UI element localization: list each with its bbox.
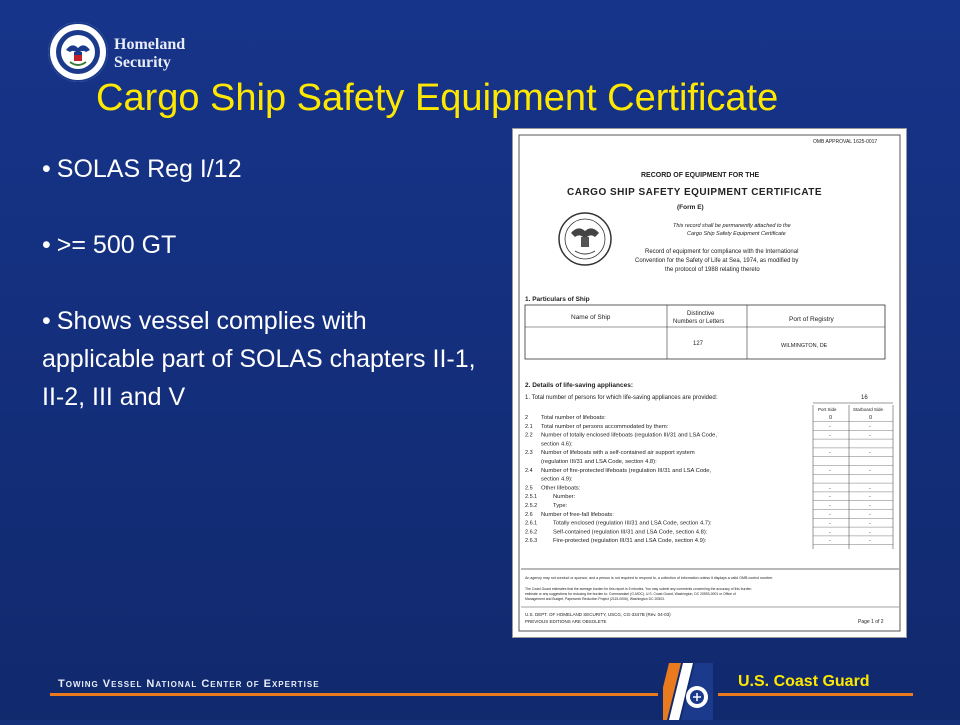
doc-row-text: Number:: [553, 494, 576, 501]
bullet-dot-icon: •: [42, 231, 51, 259]
doc-row-port-value: -: [829, 450, 831, 457]
doc-row1-val: 16: [861, 395, 868, 401]
doc-row-starboard-value: 0: [869, 415, 873, 421]
doc-form: (Form E): [677, 204, 704, 211]
doc-row-port-value: -: [829, 432, 831, 439]
doc-row-port-value: 0: [829, 415, 833, 421]
doc-row-starboard-value: -: [869, 485, 871, 492]
doc-col-numbers-2: Numbers or Letters: [673, 319, 725, 325]
bullet-item: [42, 150, 482, 188]
doc-row-text: Number of lifeboats with a self-contained air support system: [541, 450, 695, 457]
doc-burden-1: The Coast Guard estimates that the average burden for this report is 5 minutes. You may submit any comments concerning the accuracy of this burden: [525, 587, 752, 591]
doc-row-port-value: -: [829, 423, 831, 430]
doc-record-3: the protocol of 1988 relating thereto: [665, 267, 760, 273]
doc-starboard-side: Starboard Side: [853, 407, 884, 412]
doc-row-text: section 4.9):: [541, 476, 573, 483]
org-line1: Homeland: [114, 36, 186, 53]
bullet-item: [42, 226, 482, 264]
doc-row-text: Number of fire-protected lifeboats (regulation III/31 and LSA Code,: [541, 467, 712, 474]
footer-divider-right: [718, 693, 913, 696]
doc-section1: 1. Particulars of Ship: [525, 296, 590, 303]
bullet-text: >= 500 GT: [56, 231, 177, 259]
doc-record-1: Record of equipment for compliance with the International: [645, 249, 799, 255]
doc-previous: PREVIOUS EDITIONS ARE OBSOLETE: [525, 619, 607, 624]
org-line2: Security: [114, 54, 171, 71]
doc-row-number: 2.1: [525, 423, 533, 430]
doc-row-text: Number of totally enclosed lifeboats (regulation III/31 and LSA Code,: [541, 432, 717, 439]
doc-row-starboard-value: -: [869, 511, 871, 518]
uscg-racing-stripe-logo: [663, 663, 713, 720]
doc-row-text: section 4.6):: [541, 441, 573, 448]
doc-row-text: Type:: [553, 503, 568, 509]
doc-row-port-value: -: [829, 494, 831, 501]
doc-row-text: (regulation III/31 and LSA Code, section 4.8):: [541, 459, 657, 465]
doc-attached-2: Cargo Ship Safety Equipment Certificate: [687, 231, 786, 237]
doc-row-number: 2.4: [525, 467, 533, 474]
doc-row-number: 2.2: [525, 432, 533, 439]
org-name: [114, 36, 185, 72]
doc-port-side: Port Side: [818, 407, 837, 412]
doc-burden-3: Management and Budget, Paperwork Reduction Project (2115-0006), Washington DC 20503.: [525, 597, 665, 601]
doc-notice: An agency may not conduct or sponsor, and a person is not required to respond to, a collection of information unless it displays a valid OMB control number.: [525, 576, 774, 580]
doc-burden-2: estimate or any suggestions for reducing the burden to: Commandant (G-MOC), U.S. Coast Guard, Washington, DC 20593-0001 or Office of: [525, 592, 736, 596]
footer-uscg: U.S. Coast Guard: [738, 673, 870, 690]
doc-omb: OMB APPROVAL 1625-0017: [813, 139, 878, 145]
doc-row-port-value: -: [829, 503, 831, 509]
footer-divider-left: [50, 693, 658, 696]
doc-record-of: RECORD OF EQUIPMENT FOR THE: [641, 172, 760, 179]
doc-attached-1: This record shall be permanently attached to the: [673, 223, 791, 229]
doc-cert-title: CARGO SHIP SAFETY EQUIPMENT CERTIFICATE: [567, 187, 823, 198]
doc-col-name: Name of Ship: [571, 314, 611, 321]
doc-row-number: 2.6.3: [525, 538, 538, 545]
doc-row-starboard-value: -: [869, 423, 871, 430]
doc-row-port-value: -: [829, 538, 831, 545]
doc-row-text: Number of free-fall lifeboats:: [541, 511, 614, 518]
slide-title: Cargo Ship Safety Equipment Certificate: [96, 77, 779, 119]
doc-row-number: 2: [525, 415, 529, 421]
doc-row-port-value: -: [829, 511, 831, 518]
doc-row-starboard-value: -: [869, 520, 871, 527]
footer-org: Towing Vessel National Center of Expertise: [58, 678, 320, 690]
doc-row-port-value: -: [829, 529, 831, 536]
doc-val-port: WILMINGTON, DE: [781, 343, 828, 349]
bullet-dot-icon: •: [42, 155, 51, 183]
doc-row-starboard-value: -: [869, 432, 871, 439]
doc-page: Page 1 of 2: [858, 619, 884, 625]
bullet-dot-icon: •: [42, 307, 51, 335]
doc-row-text: Self-contained (regulation III/31 and LSA Code, section 4.8):: [553, 529, 708, 536]
doc-dept: U.S. DEPT. OF HOMELAND SECURITY, USCG, CG-3347B (Rev. 04-03): [525, 612, 671, 617]
doc-row-starboard-value: -: [869, 503, 871, 509]
bullet-item: [42, 302, 482, 416]
doc-row-number: 2.6.1: [525, 520, 538, 527]
doc-row-starboard-value: -: [869, 538, 871, 545]
doc-row-port-value: -: [829, 485, 831, 492]
doc-section2: 2. Details of life-saving appliances:: [525, 382, 634, 389]
certificate-document-image: [512, 128, 907, 638]
doc-row-starboard-value: -: [869, 450, 871, 457]
doc-val-number: 127: [693, 341, 704, 347]
doc-row-starboard-value: -: [869, 529, 871, 536]
doc-row-number: 2.3: [525, 450, 533, 457]
doc-row1: 1. Total number of persons for which life-saving appliances are provided:: [525, 395, 718, 401]
doc-row-number: 2.6.2: [525, 529, 538, 536]
doc-row-number: 2.5.2: [525, 503, 538, 509]
doc-seal-icon: [559, 213, 611, 265]
doc-row-starboard-value: -: [869, 494, 871, 501]
doc-row-text: Total number of persons accommodated by them:: [541, 423, 669, 430]
bullet-text: Shows vessel complies with applicable part of SOLAS chapters II-1, II-2, III and V: [42, 307, 476, 411]
doc-col-port: Port of Registry: [789, 316, 834, 323]
doc-row-number: 2.5: [525, 485, 533, 492]
doc-row-starboard-value: -: [869, 467, 871, 474]
doc-row-port-value: -: [829, 520, 831, 527]
doc-row-text: Total number of lifeboats:: [541, 415, 606, 421]
doc-row-number: 2.5.1: [525, 494, 538, 501]
doc-row-text: Other lifeboats:: [541, 485, 581, 492]
dhs-seal-logo: [48, 22, 108, 82]
doc-row-number: 2.6: [525, 511, 533, 518]
bullet-list: [42, 150, 482, 454]
bullet-text: SOLAS Reg I/12: [56, 155, 242, 183]
doc-row-text: Totally enclosed (regulation III/31 and LSA Code, section 4.7):: [553, 520, 712, 527]
doc-row-port-value: -: [829, 467, 831, 474]
doc-rows: [525, 415, 893, 545]
doc-record-2: Convention for the Safety of Life at Sea, 1974, as modified by: [635, 258, 799, 264]
doc-row-text: Fire-protected (regulation III/31 and LSA Code, section 4.9):: [553, 538, 707, 545]
doc-col-numbers-1: Distinctive: [687, 311, 715, 317]
